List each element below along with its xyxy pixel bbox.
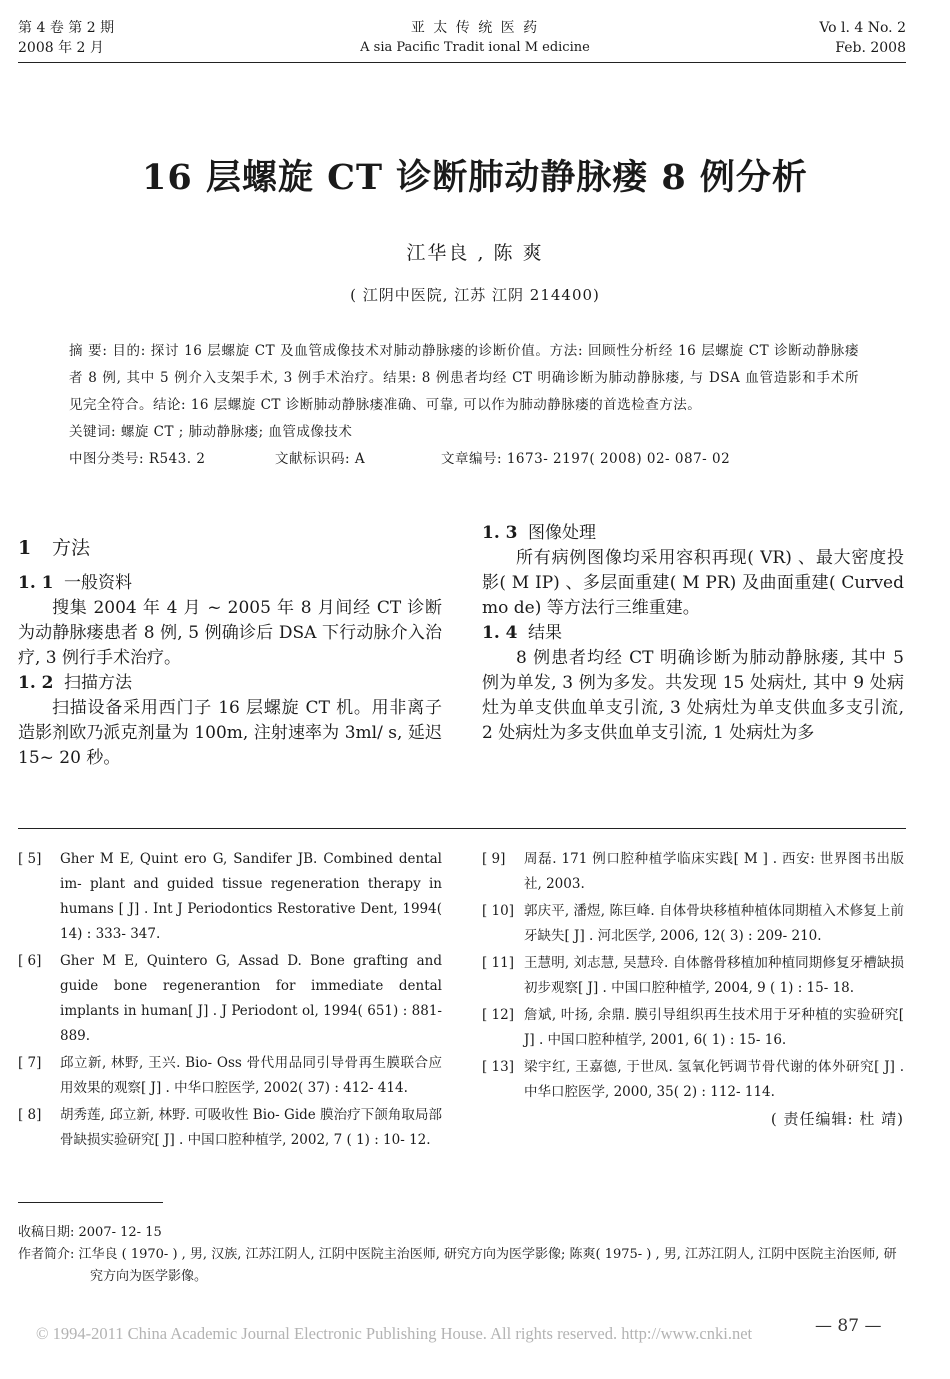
subsection-title: 扫描方法 [64,673,132,693]
section-number: 1 [18,537,32,559]
document-code: 文献标识码: A [275,451,366,467]
section-title: 方法 [52,537,91,559]
clc-number: 中图分类号: R543. 2 [69,451,206,467]
references-right [482,847,904,1132]
reference-item [18,1051,442,1101]
header-volume-en: Vo l. 4 No. 2 [819,20,906,36]
reference-text: 王慧明, 刘志慧, 吴慧玲. 自体髂骨移植加种植同期修复牙槽缺损初步观察[ J] . 中国口腔种植学, 2004, 9 ( 1) : 15- 18. [524,955,904,996]
section-rule [18,828,906,829]
reference-number: [ 11] [482,955,515,971]
reference-text: 詹斌, 叶扬, 余鼎. 膜引导组织再生技术用于牙种植的实验研究[ J] . 中国口腔种植学, 2001, 6( 1) : 15- 16. [524,1007,904,1048]
page-number: — 87 — [815,1316,882,1336]
subsection-heading [482,621,904,646]
subsection-number: 1. 4 [482,623,518,643]
header-rule [18,62,906,63]
reference-number: [ 10] [482,903,515,919]
responsible-editor: ( 责任编辑: 杜 靖) [770,1110,904,1128]
keywords: 关键词: 螺旋 CT ; 肺动静脉瘘; 血管成像技术 [69,424,353,440]
received-date: 收稿日期: 2007- 12- 15 [18,1225,162,1240]
reference-number: [ 12] [482,1007,515,1023]
subsection-title: 结果 [528,623,562,643]
reference-text: Gher M E, Quintero G, Assad D. Bone grafting and guide bone regenerantion for immediate dental implants in human[ J] . J Periodont ol, 1994( 651) : 881- 889. [60,953,442,1044]
journal-title-cn: 亚 太 传 统 医 药 [410,20,540,36]
article-affiliation: ( 江阴中医院, 江苏 江阴 214400) [350,286,600,304]
paragraph: 搜集 2004 年 4 月 ~ 2005 年 8 月间经 CT 诊断为动静脉瘘患者 8 例, 5 例确诊后 DSA 下行动脉介入治疗, 3 例行手术治疗。 [18,598,442,668]
reference-text: 梁宇红, 王嘉德, 于世凤. 氢氧化钙调节骨代谢的体外研究[ J] . 中华口腔医学, 2000, 35( 2) : 112- 114. [524,1059,904,1100]
header-date-en: Feb. 2008 [835,40,906,56]
copyright-watermark: © 1994-2011 China Academic Journal Electronic Publishing House. All rights reserved. http://www.cnki.net [36,1324,753,1343]
author-bio: 作者简介: 江华良 ( 1970- ) , 男, 汉族, 江苏江阴人, 江阴中医院主治医师, 研究方向为医学影像; 陈爽( 1975- ) , 男, 江苏江阴人, 江阴中医院主治医师, 研究方向为医学影像。 [18,1247,897,1284]
references-left [18,847,442,1155]
reference-item [18,949,442,1049]
classification-row [69,446,859,473]
article-number: 文章编号: 1673- 2197( 2008) 02- 087- 02 [441,451,731,467]
reference-item [18,1103,442,1153]
article-authors: 江华良 , 陈 爽 [406,242,544,264]
reference-number: [ 8] [18,1107,42,1123]
subsection-number: 1. 3 [482,523,518,543]
paragraph: 扫描设备采用西门子 16 层螺旋 CT 机。用非离子造影剂欧乃派克剂量为 100m, 注射速率为 3ml/ s, 延迟 15~ 20 秒。 [18,698,442,768]
reference-item [482,1055,904,1105]
header-date: 2008 年 2 月 [18,40,104,56]
paragraph: 所有病例图像均采用容积再现( VR) 、最大密度投影( M IP) 、多层面重建( M PR) 及曲面重建( Curved mo de) 等方法行三维重建。 [482,548,904,618]
footnote-rule [18,1202,163,1203]
reference-text: 周磊. 171 例口腔种植学临床实践[ M ] . 西安: 世界图书出版社, 2003. [524,851,904,892]
abstract-text: 摘 要: 目的: 探讨 16 层螺旋 CT 及血管成像技术对肺动静脉瘘的诊断价值。方法: 回顾性分析经 16 层螺旋 CT 诊断动静脉瘘者 8 例, 其中 5 例介入支架手术, 3 例手术治疗。结果: 8 例患者均经 CT 明确诊断为肺动静脉瘘, 与 DSA 血管造影和手术所见完全符合。结论: 16 层螺旋 CT 诊断肺动静脉瘘准确、可靠, 可以作为肺动静脉瘘的首选检查方法。 [69,343,859,413]
footnote [18,1222,908,1288]
reference-item [482,1003,904,1053]
body-left-column [18,524,442,771]
reference-text: 胡秀莲, 邱立新, 林野. 可吸收性 Bio- Gide 膜治疗下颌角取局部骨缺损实验研究[ J] . 中国口腔种植学, 2002, 7 ( 1) : 10- 12. [60,1107,442,1148]
reference-number: [ 7] [18,1055,42,1071]
body-right-column [482,521,904,746]
subsection-title: 一般资料 [64,573,132,593]
reference-number: [ 13] [482,1059,515,1075]
reference-number: [ 6] [18,953,42,969]
reference-item [482,951,904,1001]
subsection-heading [18,671,442,696]
header-volume: 第 4 卷 第 2 期 [18,20,115,36]
reference-number: [ 5] [18,851,42,867]
abstract [69,338,859,473]
reference-text: 邱立新, 林野, 王兴. Bio- Oss 骨代用品同引导骨再生膜联合应用效果的观察[ J] . 中华口腔医学, 2002( 37) : 412- 414. [60,1055,442,1096]
section-heading [18,536,442,561]
reference-item [18,847,442,947]
reference-item [482,847,904,897]
reference-number: [ 9] [482,851,506,867]
paragraph: 8 例患者均经 CT 明确诊断为肺动静脉瘘, 其中 5 例为单发, 3 例为多发。共发现 15 处病灶, 其中 9 处病灶为单支供血单支引流, 3 处病灶为单支供血多支引流, 2 处病灶为多支供血单支引流, 1 处病灶为多 [482,648,904,743]
subsection-heading [482,521,904,546]
journal-title-en: A sia Pacific Tradit ional M edicine [360,40,590,55]
subsection-heading [18,571,442,596]
subsection-number: 1. 2 [18,673,54,693]
reference-text: Gher M E, Quint ero G, Sandifer JB. Combined dental im- plant and guided tissue regeneration therapy in humans [ J] . Int J Periodontics Restorative Dent, 1994( 14) : 333- 347. [60,851,442,942]
reference-item [482,899,904,949]
article-title: 16 层螺旋 CT 诊断肺动静脉瘘 8 例分析 [142,157,808,198]
reference-text: 郭庆平, 潘煜, 陈巨峰. 自体骨块移植种植体同期植入术修复上前牙缺失[ J] . 河北医学, 2006, 12( 3) : 209- 210. [524,903,904,944]
subsection-title: 图像处理 [528,523,596,543]
subsection-number: 1. 1 [18,573,54,593]
